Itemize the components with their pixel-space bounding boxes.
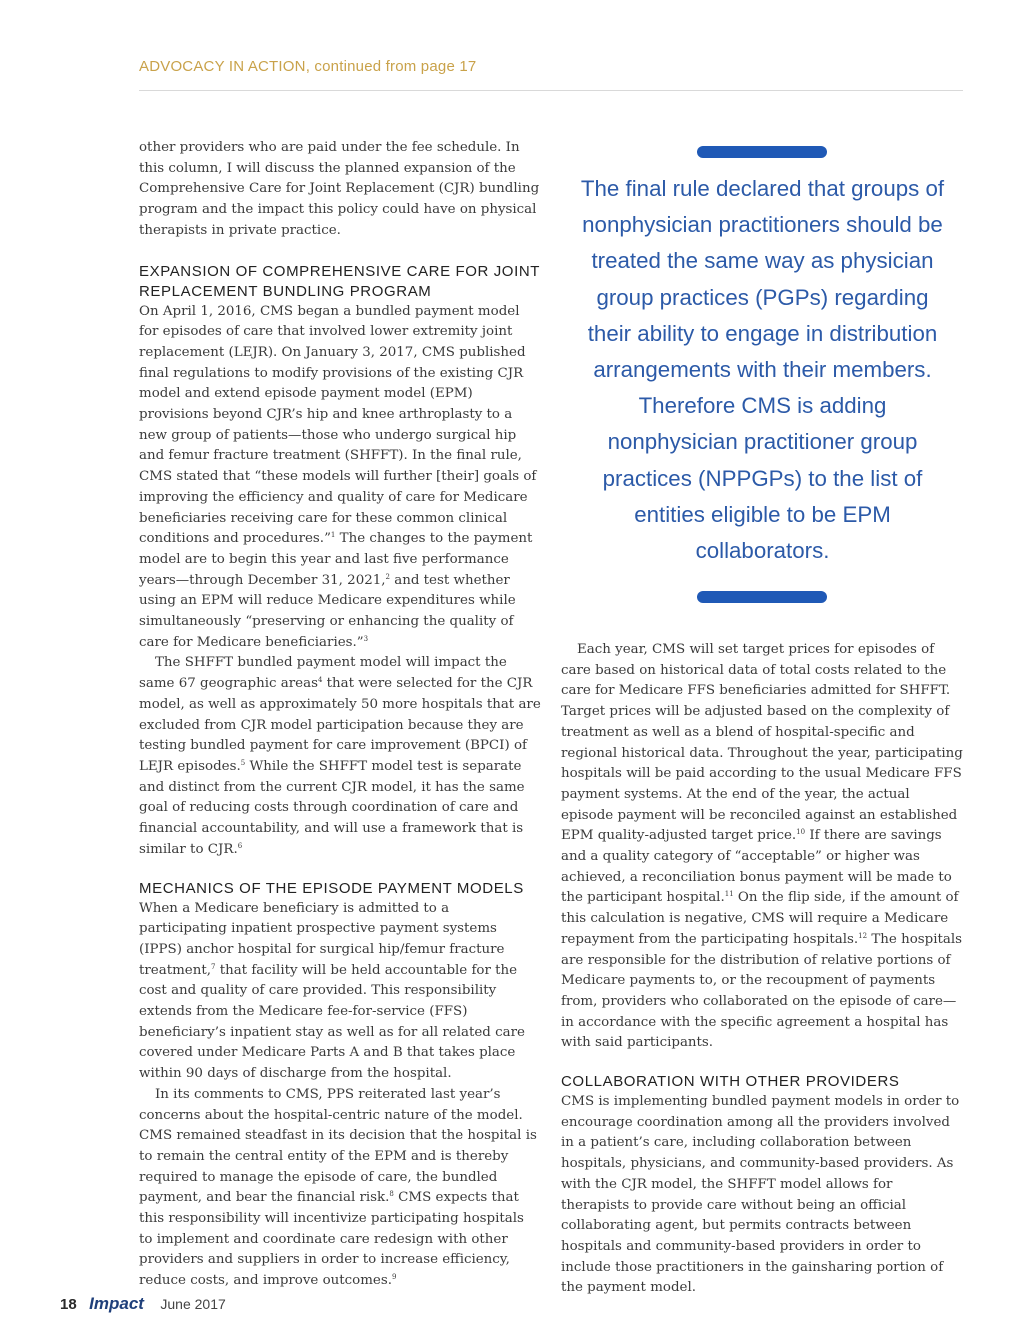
footnote-11: 11: [724, 890, 734, 899]
footnote-1: 1: [330, 531, 336, 540]
page-footer: [60, 1294, 226, 1314]
paragraph-expansion-1: On April 1, 2016, CMS began a bundled payment model for episodes of care that involved lower extremity joint replacement (LEJR). On January 3, 2017, CMS published final regulations to modify provisions of the existing CJR model and extend episode payment model (EPM) provisions beyond CJR’s hip and knee arthroplasty to a new group of patients—those who undergo surgical hip and femur fracture treatment (SHFFT). In the final rule, CMS stated that “these models will further [their] goals of improving the efficiency and quality of care for Medicare beneficiaries receiving care for these common clinical conditions and procedures.”$^1$ The changes to the payment model are to begin this year and last five performance years—through December 31, 2021,$^2$ and test whether using an EPM will reduce Medicare expenditures while simultaneously “preserving or enhancing the quality of care for Medicare beneficiaries.”$^3$: [139, 303, 537, 650]
left-column: [139, 138, 541, 1292]
footnote-9: 9: [391, 1273, 397, 1282]
footnote-5: 5: [240, 758, 246, 767]
page-number: 18: [60, 1296, 77, 1313]
footnote-4: 4: [317, 676, 323, 685]
footnote-8: 8: [389, 1190, 394, 1199]
pull-quote-bar-bottom: [697, 591, 827, 603]
heading-collaboration: COLLABORATION WITH OTHER PROVIDERS: [561, 1073, 900, 1091]
pull-quote-text: The final rule declared that groups of nonphysician practitioners should be treated the same way as physician group practices (PGPs) regarding their ability to engage in distribution arrangements with their members. Therefore CMS is adding nonphysician practitioner group practices (NPPGPs) to the list of entities eligible to be EPM collaborators.: [580, 176, 945, 564]
header-rule: [139, 90, 963, 91]
heading-expansion: EXPANSION OF COMPREHENSIVE CARE FOR JOINT REPLACEMENT BUNDLING PROGRAM: [139, 262, 540, 300]
footnote-3: 3: [363, 634, 369, 643]
running-head: ADVOCACY IN ACTION, continued from page 17: [139, 58, 477, 75]
paragraph-expansion-2: The SHFFT bundled payment model will impact the same 67 geographic areas$^4$ that were selected for the CJR model, as well as approximately 50 more hospitals that are excluded from CJR model participation because they are testing bundled payment for care improvement (BPCI) of LEJR episodes.$^5$ While the SHFFT model test is separate and distinct from the current CJR model, it has the same goal of reducing costs through coordination of care and financial accountability, and will use a framework that is similar to CJR.$^6$: [139, 655, 541, 857]
paragraph-mechanics-2: In its comments to CMS, PPS reiterated last year’s concerns about the hospital-centric nature of the model. CMS remained steadfast in its decision that the hospital is to remain the central entity of the EPM and is thereby required to manage the episode of care, the bundled payment, and bear the financial risk.$^8$ CMS expects that this responsibility will incentivize participating hospitals to implement and coordinate care redesign with other providers and suppliers in order to increase efficiency, reduce costs, and improve outcomes.$^9$: [139, 1086, 537, 1289]
pull-quote-bar-top: [697, 146, 827, 158]
right-column: [561, 640, 963, 1299]
paragraph-target-prices: Each year, CMS will set target prices for episodes of care based on historical data of total costs related to the care for Medicare FFS beneficiaries admitted for SHFFT. Target prices will be adjusted based on the complexity of treatment as well as a blend of hospital-specific and regional historical data. Throughout the year, participating hospitals will be paid according to the usual Medicare FFS payment systems. At the end of the year, the actual episode payment will be reconciled against an established EPM quality-adjusted target price.$^{10}$ If there are savings and a quality category of “acceptable” or higher was achieved, a reconciliation bonus payment will be made to the participant hospital.$^{11}$ On the flip side, if the amount of this calculation is negative, CMS will require a Medicare repayment from the participating hospitals.$^{12}$ The hospitals are responsible for the distribution of relative portions of Medicare payments to, or the recoupment of payments from, providers who collaborated on the episode of care—in accordance with the specific agreement a hospital has with said participants.: [561, 642, 963, 1051]
pull-quote: [575, 140, 950, 610]
footnote-7: 7: [210, 962, 216, 971]
paragraph-collaboration: CMS is implementing bundled payment models in order to encourage coordination among all the providers involved in a patient’s care, including collaboration between hospitals, physicians, and community-based providers. As with the CJR model, the SHFFT model allows for therapists to provide care without being an official collaborating agent, but permits contracts between hospitals and community-based providers in order to include those practitioners in the gainsharing portion of the payment model.: [561, 1094, 960, 1296]
footnote-12: 12: [858, 931, 868, 940]
paragraph-mechanics-1: When a Medicare beneficiary is admitted to a participating inpatient prospective payment systems (IPPS) anchor hospital for surgical hip/femur fracture treatment,$^7$ that facility will be held accountable for the cost and quality of care provided. This responsibility extends from the Medicare fee-for-service (FFS) beneficiary’s inpatient stay as well as for all related care covered under Medicare Parts A and B that takes place within 90 days of discharge from the hospital.: [139, 900, 525, 1082]
magazine-title: Impact: [89, 1294, 144, 1313]
footnote-2: 2: [385, 572, 390, 581]
footnote-10: 10: [796, 828, 806, 837]
footnote-6: 6: [237, 841, 243, 850]
issue-date: June 2017: [160, 1296, 226, 1312]
intro-paragraph: other providers who are paid under the fee schedule. In this column, I will discuss the planned expansion of the Comprehensive Care for Joint Replacement (CJR) bundling program and the impact this policy could have on physical therapists in private practice.: [139, 140, 540, 238]
heading-mechanics: MECHANICS OF THE EPISODE PAYMENT MODELS: [139, 879, 524, 897]
